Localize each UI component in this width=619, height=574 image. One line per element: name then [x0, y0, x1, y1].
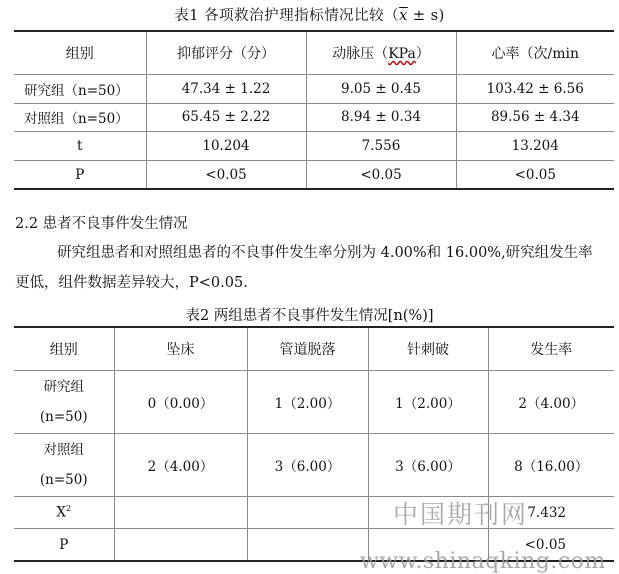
table1 [14, 30, 614, 190]
table2-chi-value: 7.432 [488, 497, 614, 529]
table2-header-tube: 管道脱落 [247, 327, 368, 371]
table2-caption: 表2 两组患者不良事件发生情况[n(%)] [185, 308, 434, 324]
table2-cell [247, 529, 368, 562]
table1-cell: 对照组（n=50） [14, 103, 146, 132]
table2-cell [114, 529, 247, 562]
section-paragraph: 研究组患者和对照组患者的不良事件发生率分别为 4.00%和 16.00%,研究组发生率更低，组件数据差异较大，P<0.05. [15, 245, 593, 291]
table2-p-value: <0.05 [488, 529, 614, 562]
table1-cell: P [14, 160, 146, 189]
section-title: 2.2 患者不良事件发生情况 [15, 216, 188, 232]
table2-cell: 3（6.00） [247, 434, 368, 497]
table1-header-group: 组别 [65, 46, 94, 62]
table1-header-heartrate: 心率（次/min [456, 31, 614, 75]
table2-chi-label: $X^2$ [14, 497, 114, 529]
table2-cell: 2（4.00） [114, 434, 247, 497]
table2-row-label: 研究组 (n=50) [14, 371, 114, 434]
table2-cell: 0（0.00） [114, 371, 247, 434]
table-row [14, 434, 614, 497]
table1-cell: <0.05 [306, 160, 456, 189]
table2-header-needle: 针刺破 [368, 327, 488, 371]
table-row [14, 160, 614, 189]
table1-cell: 9.05 ± 0.45 [306, 75, 456, 104]
table2-header-group: 组别 [49, 342, 78, 358]
table1-cell: 13.204 [456, 132, 614, 161]
table1-cell: 103.42 ± 6.56 [456, 75, 614, 104]
table2-header-row [14, 327, 614, 371]
table1-cell: t [14, 132, 146, 161]
table1-caption: 表1 各项救治护理指标情况比较$(\overline{x} \pm s)$ [174, 8, 445, 24]
table1-cell: 47.34 ± 1.22 [146, 75, 306, 104]
table2-cell: 1（2.00） [247, 371, 368, 434]
table2-header-fall: 坠床 [114, 327, 247, 371]
table1-header-row [14, 31, 614, 75]
watermark-url: www.shinaqking.com [360, 549, 606, 574]
table2-cell: 1（2.00） [368, 371, 488, 434]
table1-header-pressure: 动脉压（KPa） [306, 31, 456, 75]
table-row [14, 371, 614, 434]
table1-header-depression: 抑郁评分（分） [146, 31, 306, 75]
table2-cell [114, 497, 247, 529]
table1-cell: <0.05 [146, 160, 306, 189]
table1-cell: <0.05 [456, 160, 614, 189]
watermark-cn: 中国期刊网 [393, 500, 529, 529]
table1-cell: 研究组（n=50） [14, 75, 146, 104]
table-row [14, 132, 614, 161]
table1-cell: 8.94 ± 0.34 [306, 103, 456, 132]
table2-cell: 3（6.00） [368, 434, 488, 497]
table1-cell: 10.204 [146, 132, 306, 161]
table2-header-rate: 发生率 [488, 327, 614, 371]
table-row [14, 75, 614, 104]
table2-cell: 2（4.00） [488, 371, 614, 434]
table2-row-label: 对照组 (n=50) [14, 434, 114, 497]
table2-cell [247, 497, 368, 529]
table1-cell: 65.45 ± 2.22 [146, 103, 306, 132]
table2-p-label: P [14, 529, 114, 562]
table1-cell: 7.556 [306, 132, 456, 161]
table2-cell: 8（16.00） [488, 434, 614, 497]
table-row [14, 103, 614, 132]
table1-cell: 89.56 ± 4.34 [456, 103, 614, 132]
